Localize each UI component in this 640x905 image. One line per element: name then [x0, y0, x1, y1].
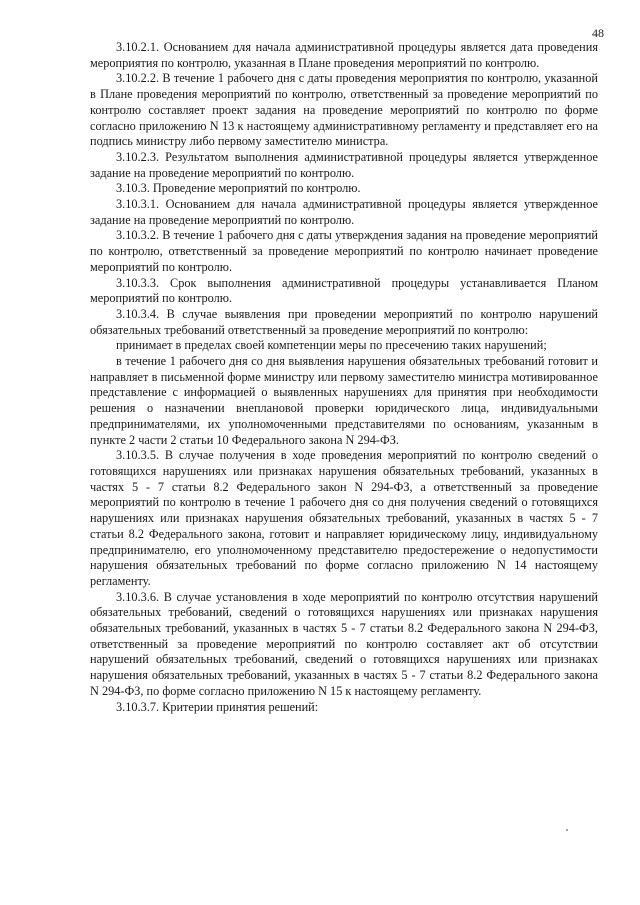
paragraph-3-10-3: 3.10.3. Проведение мероприятий по контролю. — [116, 181, 361, 196]
paragraph-3-10-2-1: 3.10.2.1. Основанием для начала административной процедуры является дата проведения мероприятия по контролю, указанная в Плане проведения мероприятий по контролю. — [90, 40, 598, 70]
paragraph-3-10-3-4: 3.10.3.4. В случае выявления при проведении мероприятий по контролю нарушений обязательных требований ответственный за проведение мероприятий по контролю: — [90, 306, 598, 337]
page-number: 48 — [592, 26, 604, 40]
paragraph-3-10-3-7: 3.10.3.7. Критерии принятия решений: — [116, 699, 319, 714]
paragraph-3-10-3-6: 3.10.3.6. В случае установления в ходе мероприятий по контролю отсутствия нарушений обязательных требований, сведений о готовящихся нарушениях или признаках нарушения обязательных требований, указанных в частях 5 - 7 статьи 8.2 Федерального закона N 294-ФЗ, ответственный за проведение мероприятий по контролю составляет акт об отсутствии нарушений обязательных требований, сведений о готовящихся нарушениях или признаках нарушения обязательных требований, указанных в частях 5 - 7 статьи 8.2 Федерального закона N 294-ФЗ, по форме согласно приложению N 15 к настоящему регламенту. — [90, 589, 598, 698]
list-item-notification: в течение 1 рабочего дня со дня выявления нарушения обязательных требований готовит и направляет в письменной форме министру или первому заместителю министра мотивированное представление с информацией о выявленных нарушениях для принятия при необходимости решения о назначении внеплановой проверки юридического лица, индивидуальными предпринимателями, их уполномоченными представителями по основаниям, указанным в пункте 2 части 2 статьи 10 Федерального закона N 294-ФЗ. — [90, 354, 598, 447]
paragraph-3-10-3-3: 3.10.3.3. Срок выполнения административной процедуры устанавливается Планом мероприятий по контролю. — [90, 275, 598, 306]
document-body — [90, 40, 598, 715]
list-item-measures: принимает в пределах своей компетенции меры по пресечению таких нарушений; — [116, 338, 547, 353]
paragraph-3-10-2-3: 3.10.2.3. Результатом выполнения административной процедуры является утвержденное задание на проведение мероприятий по контролю. — [90, 149, 598, 180]
paragraph-3-10-3-1: 3.10.3.1. Основанием для начала административной процедуры является утвержденное задание на проведение мероприятий по контролю. — [90, 197, 598, 227]
paragraph-3-10-2-2: 3.10.2.2. В течение 1 рабочего дня с даты проведения мероприятия по контролю, указанной в Плане проведения мероприятий по контролю, ответственный за проведение мероприятий по контролю составляет проект задания на проведение мероприятий по контролю по форме согласно приложению N 13 к настоящему административному регламенту и представляет его на подпись министру либо первому заместителю министра. — [90, 71, 598, 149]
paragraph-3-10-3-5: 3.10.3.5. В случае получения в ходе проведения мероприятий по контролю сведений о готовящихся нарушениях или признаках нарушения обязательных требований, указанных в частях 5 - 7 статьи 8.2 Федерального закон N 294-ФЗ, а ответственный за проведение мероприятий по контролю в течение 1 рабочего дня со дня получения сведений о готовящихся нарушениях или признаках нарушения обязательных требований, указанных в частях 5 - 7 статьи 8.2 Федерального закона, готовит и направляет юридическому лицу, индивидуальному предпринимателю, его уполномоченному представителю предостережение о недопустимости нарушения обязательных требований по форме согласно приложению N 14 настоящему регламенту. — [90, 448, 598, 588]
paragraph-3-10-3-2: 3.10.3.2. В течение 1 рабочего дня с даты утверждения задания на проведение мероприятий по контролю, ответственный за проведение мероприятий по контролю начинает проведение мероприятий по контролю. — [90, 228, 598, 274]
scan-speck — [566, 829, 568, 831]
